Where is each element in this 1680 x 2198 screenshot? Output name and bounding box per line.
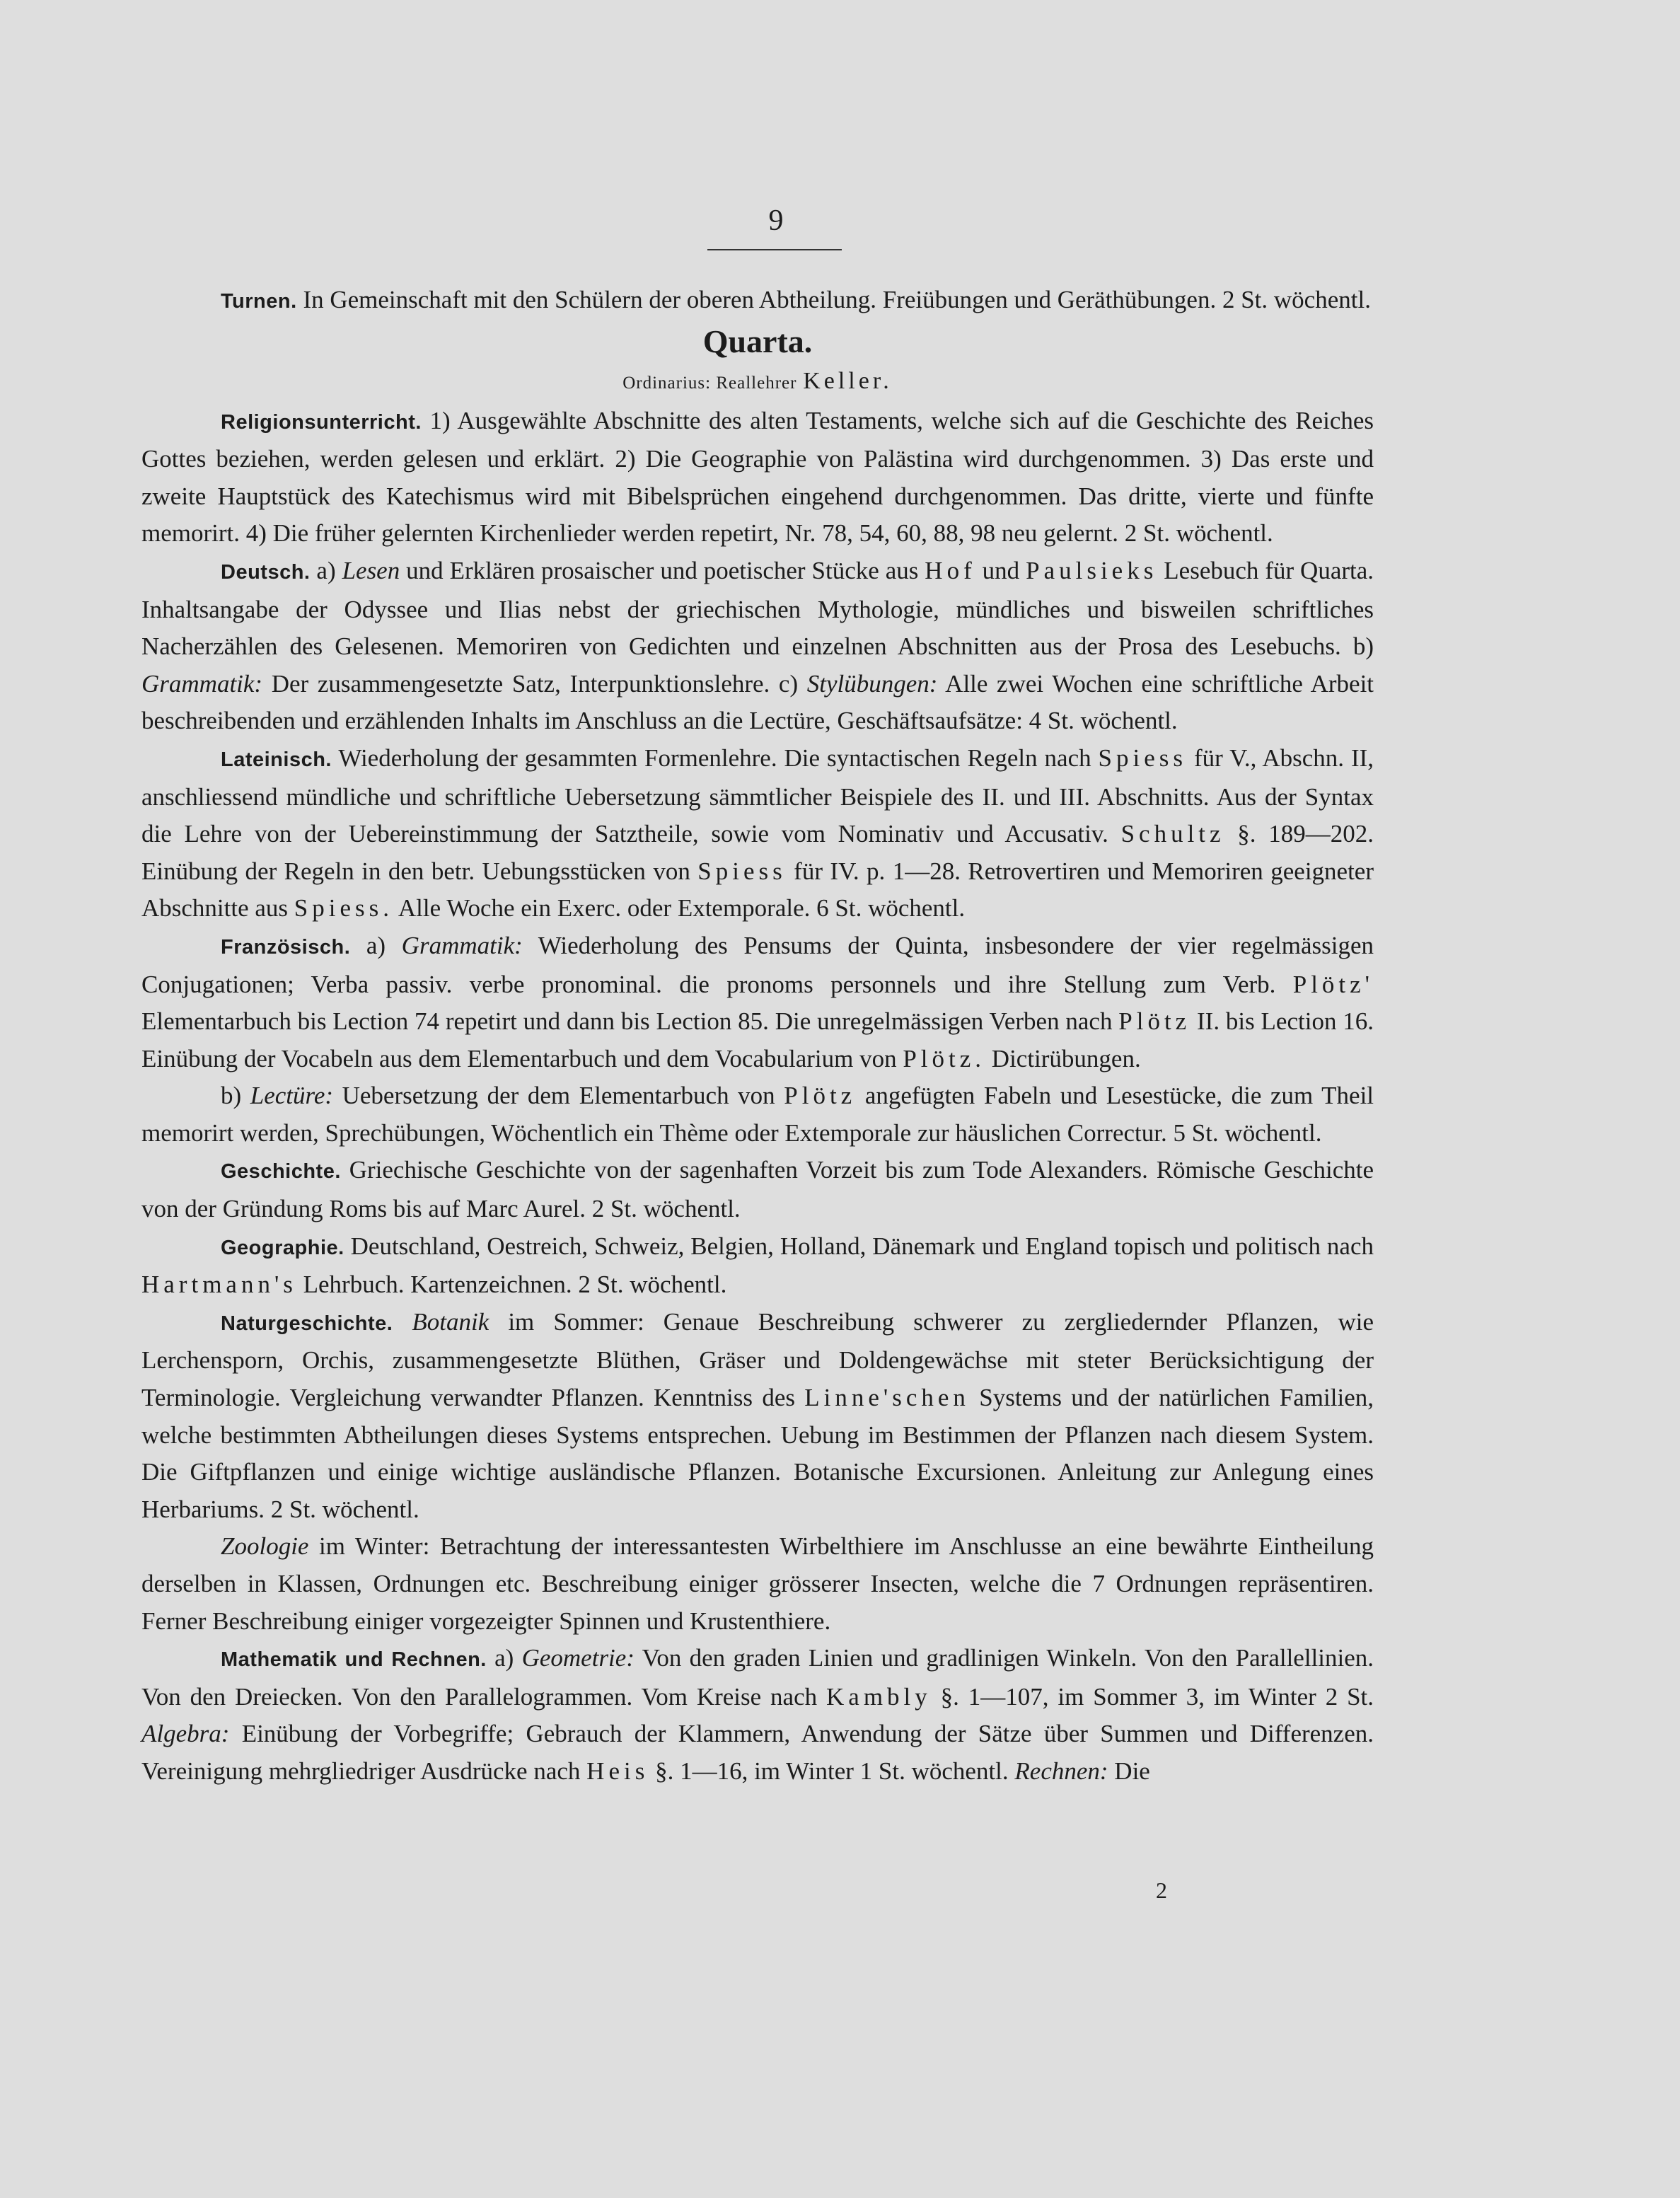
text-run: a) (494, 1644, 514, 1672)
text-run: Von den graden Linien und gradlinigen Winkeln. Von den Parallellinien. Von den Dreiecken. Von den Parallelogrammen. Vom Kreise nach (141, 1644, 1374, 1711)
subject-heading: Religionsunterricht. (221, 410, 422, 434)
subject-heading: Geschichte. (221, 1160, 341, 1184)
paragraph-deutsch (141, 553, 1374, 740)
text-run: Systems und der natürlichen Familien, welche bestimmten Abtheilungen dieses Systems entsprechen. Uebung im Bestimmen der Pflanzen nach diesem System. Die Giftpflanzen und einige wichtige ausländische Pflanzen. Botanische Excursionen. Anleitung zur Anlegung eines Herbariums. 2 St. wöchentl. (141, 1384, 1374, 1523)
italic-term: Stylübungen: (806, 669, 938, 698)
spaced-name: Paulsieks (1026, 556, 1158, 584)
ordinarius-label: Ordinarius: Reallehrer (622, 373, 797, 393)
text-run: Wiederholung des Pensums der Quinta, insbesondere der vier regelmässigen Conjugationen; Verba passiv. verbe pronominal. die pronoms personnels und ihre Stellung zum Verb. (141, 931, 1374, 998)
text-run: §. 1—107, im Sommer 3, im Winter 2 St. (940, 1682, 1374, 1711)
subject-heading: Lateinisch. (221, 748, 332, 771)
italic-term: Algebra: (141, 1720, 230, 1748)
paragraph-geographie (141, 1228, 1374, 1304)
body-text (141, 282, 1374, 1791)
spaced-name: Plötz (1118, 1007, 1191, 1036)
text-run: §. 1—16, im Winter 1 St. wöchentl. (655, 1757, 1009, 1785)
italic-term: Grammatik: (141, 669, 263, 698)
subject-heading: Turnen. (221, 290, 297, 313)
paragraph-religion (141, 403, 1374, 553)
spaced-name: Plötz. (903, 1044, 986, 1072)
text-run: Einübung der Vorbegriffe; Gebrauch der Klammern, Anwendung der Sätze über Summen und Differenzen. Vereinigung mehrgliedriger Ausdrücke nach (141, 1720, 1374, 1785)
italic-term: Grammatik: (401, 931, 523, 959)
spaced-name: Kambly (826, 1682, 932, 1711)
text-run: angefügten Fabeln und Lesestücke, die zum Theil memorirt werden, Sprechübungen, Wöchentlich ein Thème oder Extemporale zur häuslichen Correctur. 5 St. wöchentl. (141, 1082, 1374, 1147)
paragraph-text: In Gemeinschaft mit den Schülern der oberen Abtheilung. Freiübungen und Geräthübungen. 2 St. wöchentl. (303, 286, 1371, 313)
spaced-name: Spiess. (294, 894, 394, 922)
signature-mark: 2 (1156, 1878, 1167, 1903)
text-run: b) (221, 1082, 242, 1110)
spaced-name: Plötz' (1292, 970, 1374, 998)
text-run: im Winter: Betrachtung der interessantesten Wirbelthiere im Anschlusse an eine bewährte Eintheilung derselben in Klassen, Ordnungen etc. Beschreibung einiger grösserer Insecten, welche die 7 Ordnungen repräsentiren. Ferner Beschreibung einiger vorgezeigter Spinnen und Krustenthiere. (141, 1532, 1374, 1635)
text-run: a) (316, 556, 336, 584)
spaced-name: Spiess (1098, 744, 1188, 772)
paragraph-franzoesisch-lectuere (141, 1077, 1374, 1152)
spaced-name: Schultz (1120, 820, 1225, 848)
italic-term: Botanik (412, 1307, 489, 1336)
text-run: Uebersetzung der dem Elementarbuch von (342, 1082, 775, 1110)
text-run: Alle Woche ein Exerc. oder Extemporale. 6 St. wöchentl. (398, 894, 966, 922)
text-run: II. bis Lection 16. Einübung der Vocabeln aus dem Elementarbuch und dem Vocabularium von (141, 1007, 1374, 1072)
italic-term: Lectüre: (250, 1082, 334, 1110)
paragraph-franzoesisch (141, 927, 1374, 1077)
paragraph-text: Griechische Geschichte von der sagenhaften Vorzeit bis zum Tode Alexanders. Römische Geschichte von der Gründung Roms bis auf Marc Aurel. 2 St. wöchentl. (141, 1156, 1374, 1223)
ordinarius-name: Keller. (803, 367, 893, 394)
subject-heading: Geographie. (221, 1236, 344, 1259)
section-title: Quarta. (702, 323, 813, 359)
subject-heading: Naturgeschichte. (221, 1312, 393, 1335)
text-run: Dictirübungen. (991, 1044, 1141, 1072)
page-number-rule (707, 249, 842, 250)
text-run: Alle zwei Wochen eine schriftliche Arbeit beschreibenden und erzählenden Inhalts im Anschluss an die Lectüre, Geschäftsaufsätze: 4 St. wöchentl. (141, 669, 1374, 735)
paragraph-zoologie (141, 1528, 1374, 1640)
text-run: Der zusammengesetzte Satz, Interpunktionslehre. c) (271, 669, 799, 698)
ordinarius-line (141, 364, 1374, 400)
text-run: Lesebuch für Quarta. Inhaltsangabe der Odyssee und Ilias nebst der griechischen Mythologie, mündliches und bisweilen schriftliches Nacherzählen des Gelesenen. Memoriren von Gedichten und einzelnen Abschnitten aus der Prosa des Lesebuchs. b) (141, 556, 1374, 661)
spaced-name: Hof (925, 556, 976, 584)
paragraph-geschichte (141, 1152, 1374, 1227)
italic-term: Rechnen: (1014, 1757, 1108, 1785)
spaced-name: Plötz (784, 1082, 857, 1110)
text-run: a) (366, 931, 386, 959)
text-run: und Erklären prosaischer und poetischer Stücke aus (406, 556, 919, 584)
italic-term: Zoologie (221, 1532, 309, 1561)
subject-heading: Französisch. (221, 935, 351, 959)
subject-heading: Deutsch. (221, 560, 311, 584)
spaced-name: Hartmann's (141, 1271, 297, 1299)
spaced-name: Heis (586, 1757, 649, 1785)
italic-term: Geometrie: (521, 1644, 635, 1672)
spaced-name: Spiess (697, 857, 787, 885)
text-run: im Sommer: Genaue Beschreibung schwerer zu zergliedernder Pflanzen, wie Lerchensporn, Orchis, zusammengesetzte Blüthen, Gräser und Doldengewächse mit steter Berücksichtigung der Terminologie. Vergleichung verwandter Pflanzen. Kenntniss des (141, 1307, 1374, 1412)
text-run: für V., Abschn. II, anschliessend mündliche und schriftliche Uebersetzung sämmtlicher Beispiele des II. und III. Abschnitts. Aus der Syntax die Lehre von der Uebereinstimmung der Satztheile, sowie vom Nominativ und Accusativ. (141, 744, 1374, 848)
text-run: und (982, 556, 1020, 584)
paragraph-turnen (141, 282, 1374, 320)
italic-term: Lesen (342, 556, 400, 584)
paragraph-mathematik (141, 1640, 1374, 1790)
text-run: Deutschland, Oestreich, Schweiz, Belgien, Holland, Dänemark und England topisch und politisch nach (350, 1232, 1374, 1260)
page-number: 9 (768, 204, 784, 237)
text-run: für IV. p. 1—28. Retrovertiren und Memoriren geeigneter Abschnitte aus (141, 857, 1374, 922)
paragraph-text: 1) Ausgewählte Abschnitte des alten Testaments, welche sich auf die Geschichte des Reiches Gottes beziehen, werden gelesen und erklärt. 2) Die Geographie von Palästina wird durchgenommen. 3) Das erste und zweite Hauptstück des Katechismus wird mit Bibelsprüchen eingehend durchgenommen. Das dritte, vierte und fünfte memorirt. 4) Die früher gelernten Kirchenlieder werden repetirt, Nr. 78, 54, 60, 88, 98 neu gelernt. 2 St. wöchentl. (141, 406, 1374, 548)
paragraph-latein (141, 740, 1374, 927)
subject-heading: Mathematik und Rechnen. (221, 1648, 487, 1672)
text-run: Wiederholung der gesammten Formenlehre. Die syntactischen Regeln nach (338, 744, 1091, 772)
text-run: Elementarbuch bis Lection 74 repetirt und dann bis Lection 85. Die unregelmässigen Verben nach (141, 1007, 1113, 1036)
paragraph-naturgeschichte (141, 1304, 1374, 1529)
text-run: §. 189—202. Einübung der Regeln in den betr. Uebungsstücken von (141, 820, 1374, 885)
spaced-name: Linne'schen (804, 1384, 970, 1412)
text-run: Lehrbuch. Kartenzeichnen. 2 St. wöchentl. (303, 1271, 727, 1299)
text-run: Die (1114, 1757, 1150, 1785)
